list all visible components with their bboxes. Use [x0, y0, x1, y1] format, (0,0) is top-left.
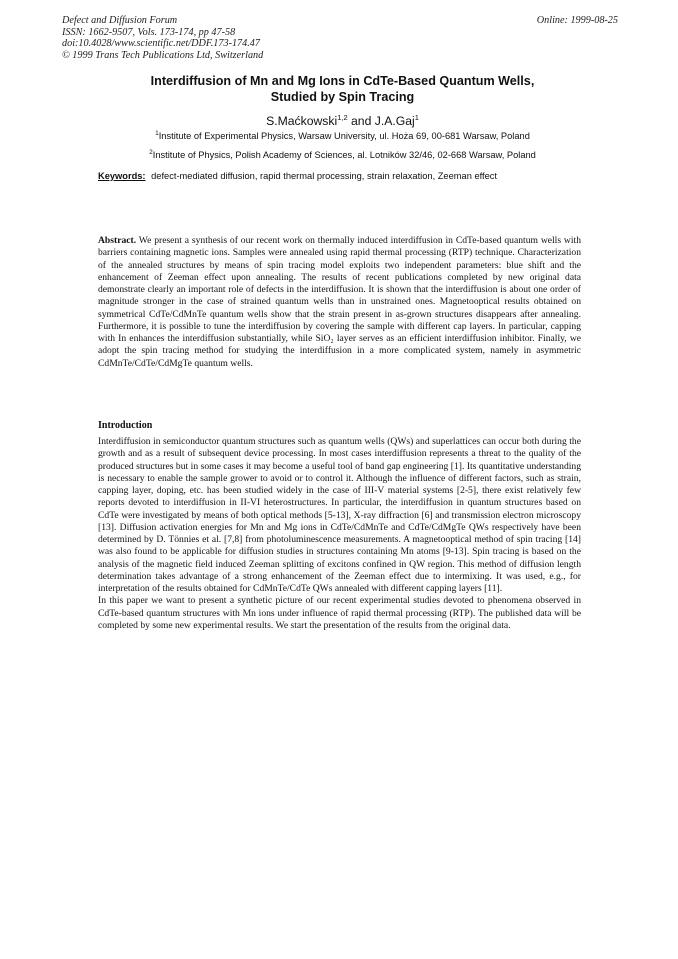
title-line-1: Interdiffusion of Mn and Mg Ions in CdTe-Based Quantum Wells, [150, 74, 535, 88]
abstract-text: We present a synthesis of our recent work on thermally induced interdiffusion in CdTe-based quantum wells with barriers containing magnetic ions. Samples were annealed using rapid thermal processing (RTP) technique. Characterization of the annealed structures by means of spin tracing model exploits two independent parameters: blue shift and the enhancement of Zeeman effect upon annealing. The results of recent publications completed by new original data demonstrate clearly an important role of defects in the interdiffusion. It is shown that the interdiffusion is about one order of magnitude stronger in the case of strained quantum wells than in unstrained ones. Magnetooptical results obtained on symmetrical CdTe/CdMnTe quantum wells show that the strain present in as-grown structures disappears after annealing. Furthermore, it is possible to tune the interdiffusion by covering the sample with different cap layers. In particular, capping with In enhances the interdiffusion substantially, while SiO₂ layer serves as an efficient interdiffusion inhibitor. Finally, we adopt the spin tracing method for studying the interdiffusion in a more complicated system, namely in asymmetric CdMnTe/CdTe/CdMgTe quantum wells. [98, 235, 581, 369]
doi-line[interactable]: doi:10.4028/www.scientific.net/DDF.173-174.47 [62, 38, 260, 50]
author-2: J.A.Gaj [374, 114, 415, 129]
author-2-affil: 1 [414, 113, 419, 122]
introduction-heading: Introduction [98, 420, 153, 431]
affiliation-1 [60, 130, 625, 141]
author-separator: and [347, 114, 375, 129]
affiliation-text: Institute of Physics, Polish Academy of Sciences, al. Lotników 32/46, 02-668 Warsaw, Poland [152, 150, 536, 161]
paper-title [70, 73, 615, 105]
issn-line: ISSN: 1662-9507, Vols. 173-174, pp 47-58 [62, 26, 236, 38]
journal-header [62, 15, 618, 61]
authors [60, 113, 625, 128]
affiliation-2 [60, 149, 625, 160]
affiliation-number: 1 [155, 130, 159, 137]
affiliation-text: Institute of Experimental Physics, Warsaw University, ul. Hoża 69, 00-681 Warsaw, Poland [158, 131, 530, 142]
introduction-paragraph-2: In this paper we want to present a synthetic picture of our recent experimental studies devoted to phenomena observed in CdTe-based quantum structures with Mn ions under influence of rapid thermal processing (RTP). The published data will be completed by some new experimental results. We start the presentation of the results from the original data. [98, 595, 581, 631]
title-line-2: Studied by Spin Tracing [270, 90, 415, 104]
affiliation-number: 2 [149, 149, 153, 156]
online-date: Online: 1999-08-25 [536, 15, 618, 26]
keywords-text: defect-mediated diffusion, rapid thermal processing, strain relaxation, Zeeman effect [151, 171, 498, 181]
author-1: S.Maćkowski [266, 114, 338, 129]
introduction-paragraph-1: Interdiffusion in semiconductor quantum structures such as quantum wells (QWs) and superlattices can occur both during the growth and as a result of subsequent device processing. In most cases interdiffusion represents a threat to the quality of the produced structures but in some cases it may become a useful tool of band gap engineering [1]. Its quantitative understanding is necessary to enable the sample grower to avoid or to control it. Although the influence of different factors, such as strain, capping layer, doping, etc. has been studied widely in the case of III-V material systems [2-5], there exist relatively few reports devoted to interdiffusion in II-VI heterostructures. In particular, the interdiffusion in quantum structures based on CdTe were investigated by means of both optical methods [5-13], X-ray diffraction [6] and transmission electron microscopy [13]. Diffusion activation energies for Mn and Mg ions in CdTe/CdMnTe and CdTe/CdMgTe QWs respectively have been determined by D. Tönnies et al. [7,8] from photoluminescence measurements. A magnetooptical method of spin tracing [14] was also found to be applicable for diffusion studies in structures containing Mn atoms [9-13]. Spin tracing is based on the analysis of the magnetic field induced Zeeman splitting of excitons confined in QW region. This method of diffusion length determination takes advantage of a strong enhancement of the Zeeman effect due to intermixing. It was used, e.g., for interpretation of the results obtained for CdMnTe/CdTe QWs annealed with different capping layers [11]. [98, 436, 581, 594]
introduction-body [98, 436, 581, 632]
abstract-label: Abstract. [98, 235, 137, 246]
author-1-affil: 1,2 [337, 113, 348, 122]
abstract [98, 235, 581, 370]
journal-name: Defect and Diffusion Forum [62, 15, 178, 26]
keywords [98, 171, 588, 181]
keywords-label: Keywords: [98, 171, 146, 181]
copyright-line: © 1999 Trans Tech Publications Ltd, Switzerland [62, 49, 264, 61]
